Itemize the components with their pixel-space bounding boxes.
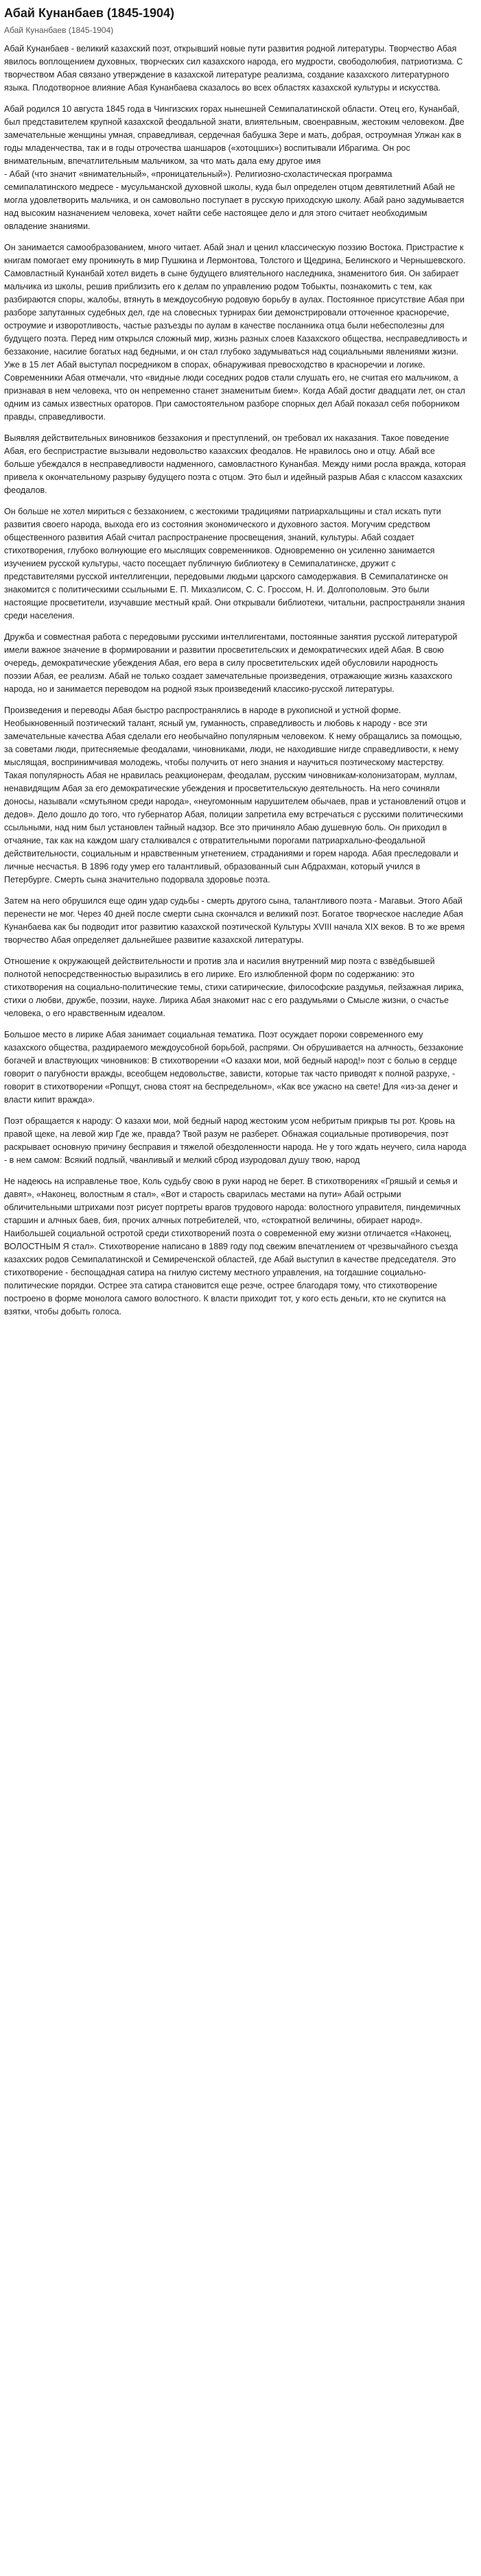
paragraph: Абай родился 10 августа 1845 года в Чингизских горах нынешней Семипалатинской области. Отец его, Кунанбай, был представителем крупной казахской феодальной знати, влиятельным, своенравным, жестоким человеком. Две замечательные женщины умная, справедливая, сердечная бабушка Зере и мать, добрая, остроумная Улжан как в годы младенчества, так и в годы отрочества шаншаров («хотоцших») воспитывали Ибрагима. Он рос внимательным, впечатлительным мальчиком, за что мать дала ему другое имя <box>4 104 465 166</box>
paragraph: Дружба и совместная работа с передовыми русскими интеллигентами, постоянные занятия русской литературой имели важное значение в формировании и развитии просветительских и демократических идей Абая. В свою очередь, демократические убеждения Абая, его вера в силу просветительских идей обусловили народность поэзии Абая, ее реализм. Абай не только создает замечательные произведения, отражающие жизнь казахского народа, но и занимается переводом на родной язык произведений классико-русской литературы. <box>4 632 458 694</box>
paragraph: Он больше не хотел мириться с беззаконием, с жестокими традициями патриархальщины и стал искать пути развития своего народа, выхода его из состояния экономического и духовного застоя. Могучим средством общественного развития Абай считал распространение просвещения, знаний, культуры. Абай создает стихотворения, глубоко волнующие его мыслящих современников. Одновременно он усиленно занимается изучением русской культуры, часто посещает публичную библиотеку в Семипалатинске, дружит с представителями русской интеллигенции, передовыми людьми царского самодержавия. В Семипалатинске он знакомится с политическими ссыльными Е. П. Михаэлисом, С. С. Гроссом, Н. И. Долгополовым. Это были настоящие просветители, изучавшие местный край. Они открывали библиотеки, читальни, распространяли знания среди населения. <box>4 507 465 621</box>
paragraph: Абай Кунанбаев - великий казахский поэт, открывший новые пути развития родной литературы. Творчество Абая явилось воплощением духовных, творческих сил казахского народа, его мудрости, свободолюбия, патриотизма. С творчеством Абая связано утверждение в казахской литературе реализма, создание казахского литературного языка. Плодотворное влияние Абая Кунанбаева сказалось во всех областях казахской культуры и искусства. <box>4 44 463 93</box>
paragraph: Не надеюсь на исправленье твое, Коль судьбу свою в руки народ не берет. В стихотворениях «Гряшый и семья и давят», «Наконец, волостным я стал», «Вот и старость сварилась местами на пути» Абай острыми обличительными штрихами поэт рисует портреты врагов трудового народа: волостного управителя, пиндемичных старшин и алчных баев, бия, прочих алчных потребителей, что, «стократной величины, обирает народ». Наибольшей социальной остротой среди стихотворений поэта о современной ему жизни отличается «Наконец, ВОЛОСТНЫМ Я стал». Стихотворение написано в 1889 году под свежим впечатлением от чрезвычайного съезда казахских родов Семипалатинской и Семиреченской областей, где Абай выступил в качестве председателя. Это стихотворение - беспощадная сатира на гнилую систему местного управления, на тогдашние социально-политические порядки. Острее эта сатира становится еще резче, острее благодаря тому, что стихотворение построено в форме монолога самого волостного. К власти приходит тот, у кого есть деньги, кто не скупится на взятки, чтобы добыть голоса. <box>4 1177 461 1316</box>
paragraph: Затем на него обрушился еще один удар судьбы - смерть другого сына, талантливого поэта - Магавьи. Этого Абай перенести не мог. Через 40 дней после смерти сына скончался и великий поэт. Богатое творческое наследие Абая Кунанбаева как бы подводит итог развитию казахской поэтической Культуры XVIII начала XIX веков. В то же время творчество Абая определяет дальнейшее развитие казахской литературы. <box>4 896 465 945</box>
article-body <box>4 43 477 1319</box>
page-title: Абай Кунанбаев (1845-1904) <box>4 6 174 20</box>
page-subtitle: Абай Кунанбаев (1845-1904) <box>4 25 114 35</box>
paragraph: Произведения и переводы Абая быстро распространялись в народе в рукописной и устной форме. Необыкновенный поэтический талант, ясный ум, гуманность, справедливость и любовь к народу - все эти замечательные качества Абая сделали его необычайно популярным человеком. К нему обращались за помощью, за советами люди, притесняемые феодалами, чиновниками, люди, не находившие нигде справедливости, к нему мыслящая, воспринимчивая молодежь, чтобы получить от него знания и научиться поэтическому мастерству. Такая популярность Абая не нравилась реакционерам, феодалам, русским чиновникам-колонизаторам, муллам, ненавидящим Абая за его демократические убеждения и просветительскую деятельность. На него сочиняли доносы, называли «смутьяном среди народа», «неугомонным нарушителем обычаев, прав и установлений отцов и дедов». Дело дошло до того, что губернатор Абая, полиции запретила ему встречаться с русскими политическими ссыльными, над ним был установлен тайный надзор. Все это причиняло Абаю душевную боль. Он приходил в отчаяние, так как на каждом шагу сталкивался с отвратительными порогами патриархально-феодальной действительности, социальным и нравственным угнетением, страданиями и горем народа. Абая преследовали и личные несчастья. В 1896 году умер его талантливый, образованный сын Абдрахман, который учился в Петербурге. Смерть сына значительно подорвала здоровье поэта. <box>4 706 466 884</box>
paragraph: Отношение к окружающей действительности и против зла и насилия внутренний мир поэта с взвёдбывшей полнотой непосредственностью выразились в его лирике. Его излюбленной форм по содержанию: это стихотворения на социально-политические темы, стихи сатирические, философские раздумья, пейзажная лирика, стихи о любви, дружбе, поэзии, науке. Лирика Абая знакомит нас с его раздумьями о Смысле жизни, о счастье человека, о его нравственным идеалом. <box>4 956 464 1018</box>
paragraph: Выявляя действительных виновников беззакония и преступлений, он требовал их наказания. Такое поведение Абая, его беспристрастие вызывали недовольство казахских феодалов. Не нравилось оно и отцу. Абай все больше убеждался в несправедливости надменного, самовластного Кунанбая. Между ними росла вражда, которая привела к окончательному разрыву будущего поэта с отцом. Это был и идейный разрыв Абая с классом казахских феодалов. <box>4 433 466 495</box>
paragraph: Он занимается самообразованием, много читает. Абай знал и ценил классическую поэзию Востока. Пристрастие к книгам помогает ему проникнуть в мир Пушкина и Лермонтова, Толстого и Щедрина, Белинского и Чернышевского. Самовластный Кунанбай хотел видеть в сыне будущего влиятельного наследника, знаменитого бия. Он забирает мальчика из школы, решив приблизить его к делам по управлению родом Тобыкты, познакомить с тем, как разбираются споры, жалобы, втянуть в междоусобную родовую борьбу в аулах. Постоянное присутствие Абая при разборе запутанных судебных дел, где на словесных турнирах бии демонстрировали отточенное красноречие, остроумие и изворотливость, частые разъезды по аулам в качестве посланника отца были небесполезны для будущего поэта. Перед ним открылся сложный мир, жизнь разных слоев Казахского общества, несправедливость и беззаконие, насилие богатых над бедными, и он стал глубоко задумываться над социальными явлениями жизни. Уже в 15 лет Абай выступал посредником в спорах, обнаруживая превосходство в красноречии и логике. Современники Абая отмечали, что «видные люди соседних родов стали слушать его, не считая его мальчиком, а признавая в нем человека, что он непременно станет знаменитым бием». Когда Абай достиг двадцати лет, он стал одним из самых известных ораторов. При самостоятельном разборе спорных дел Абай показал себя поборником правды, справедливости. <box>4 243 467 422</box>
paragraph: - Абай (что значит «внимательный», «проницательный»). Религиозно-схоластическая программа семипалатинского медресе - мусульманской духовной школы, куда был определен отцом девятилетний Абай не могла удовлетворить мальчика, и он самовольно поступает в русскую приходскую школу. Абай рано задумывается над высоким назначением человека, хочет найти себе настоящее дело и для этого считает необходимым овладение знаниями. <box>4 169 465 231</box>
paragraph: Большое место в лирике Абая занимает социальная тематика. Поэт осуждает пороки современного ему казахского общества, раздираемого междоусобной борьбой, распрями. Он обрушивается на алчность, беззаконие богачей и властвующих чиновников: В стихотворении «О казахи мои, мой бедный народ!» поэт с болью в сердце говорит о пагубности вражды, всеобщем недовольстве, зависти, которые так часто приводят к полной разрухе, - говорит в стихотворении «Ропщут, снова стоят на беспредельном», «Как все ужасно на свете! Для «из-за денег и власти кипит вражда». <box>4 1030 464 1105</box>
paragraph: Поэт обращается к народу: О казахи мои, мой бедный народ жестоким усом небритым прикрыв ты рот. Кровь на правой щеке, на левой жир Где же, правда? Твой разум не разберет. Обнажая социальные противоречия, поэт раскрывает основную причину бесправия и тяжелой обездоленности народа. Не у того ждать неучего, сила народа - в нем самом: Всякий подлый, чванливый и мелкий сброд изуродовал душу твою, народ <box>4 1116 467 1165</box>
